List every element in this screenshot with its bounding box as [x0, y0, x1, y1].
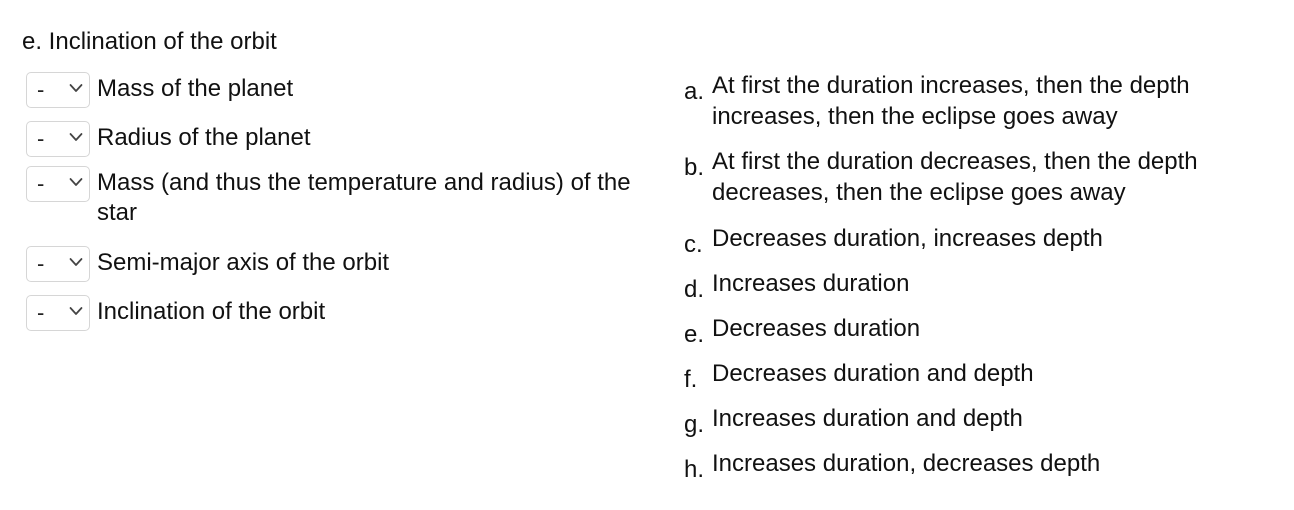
answer-option-c [684, 223, 1274, 268]
answer-letter: d. [684, 276, 705, 303]
answer-option-f [684, 358, 1274, 403]
answer-text: At first the duration increases, then the depth increases, then the eclipse goes away [712, 72, 1190, 130]
answer-letter: c. [684, 231, 703, 258]
match-row-mass-planet [26, 72, 656, 121]
match-row-radius-planet [26, 121, 656, 166]
match-select-mass-planet[interactable] [26, 72, 90, 108]
answer-letter: g. [684, 411, 705, 438]
answer-text: Increases duration and depth [712, 405, 1023, 432]
chevron-down-icon [69, 257, 83, 267]
answer-letter: h. [684, 456, 705, 483]
match-select-semi-major-axis[interactable] [26, 246, 90, 282]
match-select-radius-planet[interactable] [26, 121, 90, 157]
chevron-down-icon [69, 177, 83, 187]
select-value: - [37, 77, 45, 102]
match-row-inclination [26, 295, 656, 344]
answer-text: Decreases duration [712, 315, 921, 342]
answer-letter: b. [684, 154, 705, 181]
answer-text: Increases duration, decreases depth [712, 450, 1101, 477]
select-value: - [37, 300, 45, 325]
answer-text: Decreases duration and depth [712, 360, 1034, 387]
match-label: Semi-major axis of the orbit [97, 249, 390, 276]
chevron-down-icon [69, 132, 83, 142]
answer-text: Decreases duration, increases depth [712, 225, 1103, 252]
match-select-inclination[interactable] [26, 295, 90, 331]
answer-option-g [684, 403, 1274, 448]
answer-text: Increases duration [712, 270, 910, 297]
select-value: - [37, 251, 45, 276]
answer-letter: a. [684, 78, 705, 105]
select-value: - [37, 171, 45, 196]
select-value: - [37, 126, 45, 151]
match-row-mass-star [26, 166, 656, 246]
answer-option-h [684, 448, 1274, 493]
chevron-down-icon [69, 83, 83, 93]
match-label: Mass of the planet [97, 75, 294, 102]
match-label: Radius of the planet [97, 124, 311, 151]
answer-option-a [684, 70, 1274, 146]
answer-letter: f. [684, 366, 698, 393]
match-label: Mass (and thus the temperature and radius) of the star [97, 169, 631, 226]
answer-option-e [684, 313, 1274, 358]
chevron-down-icon [69, 306, 83, 316]
answer-option-d [684, 268, 1274, 313]
match-row-semi-major-axis [26, 246, 656, 295]
match-select-mass-star[interactable] [26, 166, 90, 202]
answer-list [684, 70, 1274, 493]
answer-letter: e. [684, 321, 705, 348]
answer-text: At first the duration decreases, then the depth decreases, then the eclipse goes away [712, 148, 1198, 206]
answer-option-b [684, 146, 1274, 223]
match-label: Inclination of the orbit [97, 298, 326, 325]
match-list [26, 72, 656, 344]
question-title: e. Inclination of the orbit [22, 28, 277, 55]
